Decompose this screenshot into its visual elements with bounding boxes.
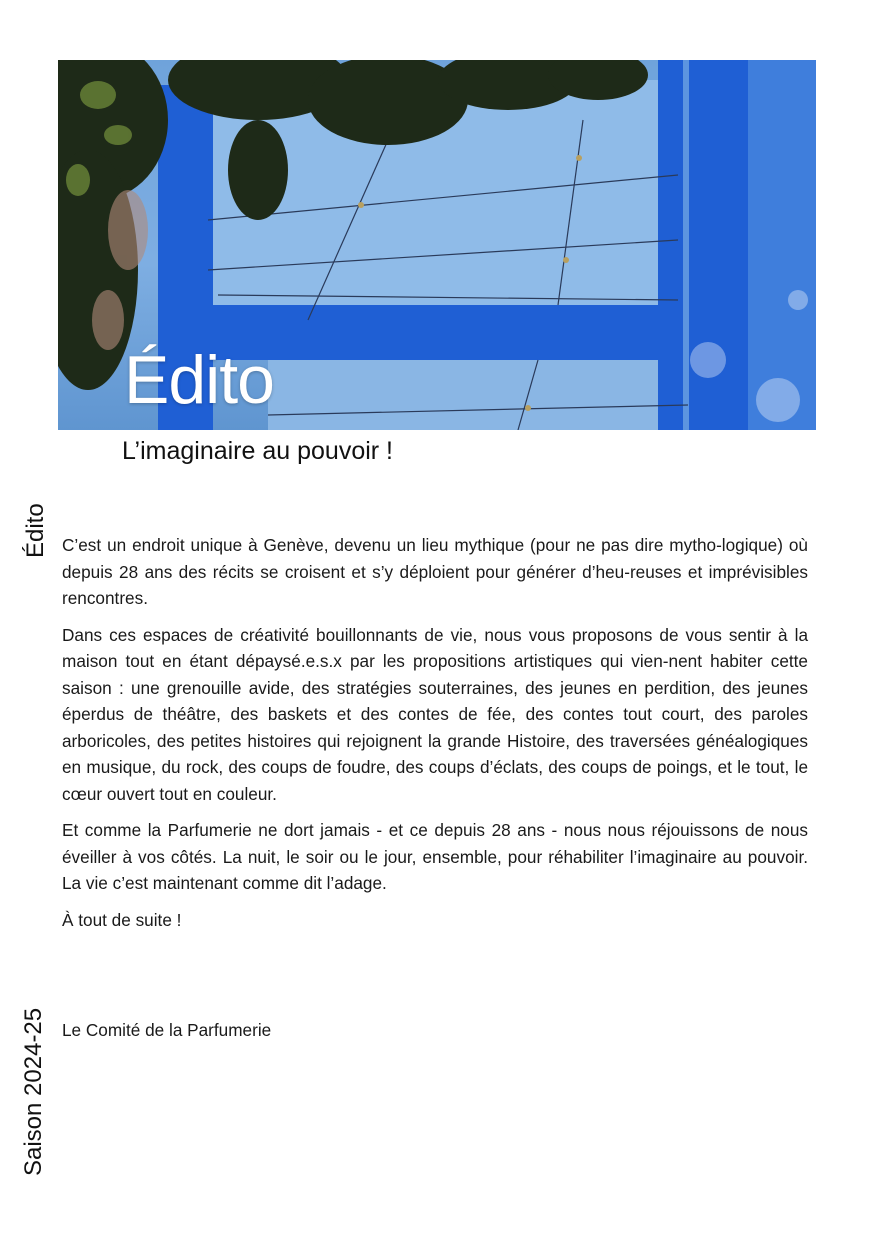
paragraph: C’est un endroit unique à Genève, devenu un lieu mythique (pour ne pas dire mytho-logique) où depuis 28 ans des récits se croisent et s’y déploient pour générer d’heu-reuses et imprévisibles rencontres. [62, 535, 808, 608]
paragraph: À tout de suite ! [62, 909, 182, 930]
paragraph: Dans ces espaces de créativité bouillonnants de vie, nous vous proposons de vous sentir à la maison tout en étant dépaysé.e.s.x par les propositions artistiques qui vien-nent habiter cette saison : une grenouille avide, des stratégies souterraines, des jeunes en perdition, des jeunes éperdus de théâtre, des baskets et des contes de fée, des contes tout court, des paroles arboricoles, des petites histoires qui rejoignent la grande Histoire, des traversées généalogiques en musique, du rock, des coups de foudre, des coups d’éclats, des coups de poings, et le tout, le cœur ouvert tout en couleur. [62, 624, 808, 804]
paragraph: Et comme la Parfumerie ne dort jamais - et ce depuis 28 ans - nous nous réjouissons de nous éveiller à vos côtés. La nuit, le soir ou le jour, ensemble, pour réhabiliter l’imaginaire au pouvoir. La vie c’est maintenant comme dit l’adage. [62, 820, 808, 893]
frame-highlight [683, 60, 689, 430]
sidebar-section-label: Édito [22, 503, 49, 558]
frame-right-edge [748, 60, 816, 430]
page-subtitle: L’imaginaire au pouvoir ! [122, 437, 393, 465]
editorial-body [62, 532, 808, 943]
hero-title: Édito [124, 342, 274, 418]
window-pane-lower [268, 360, 688, 430]
signature: Le Comité de la Parfumerie [62, 1020, 272, 1040]
sidebar-season-label: Saison 2024-25 [20, 1007, 47, 1176]
hero-image [58, 60, 816, 430]
